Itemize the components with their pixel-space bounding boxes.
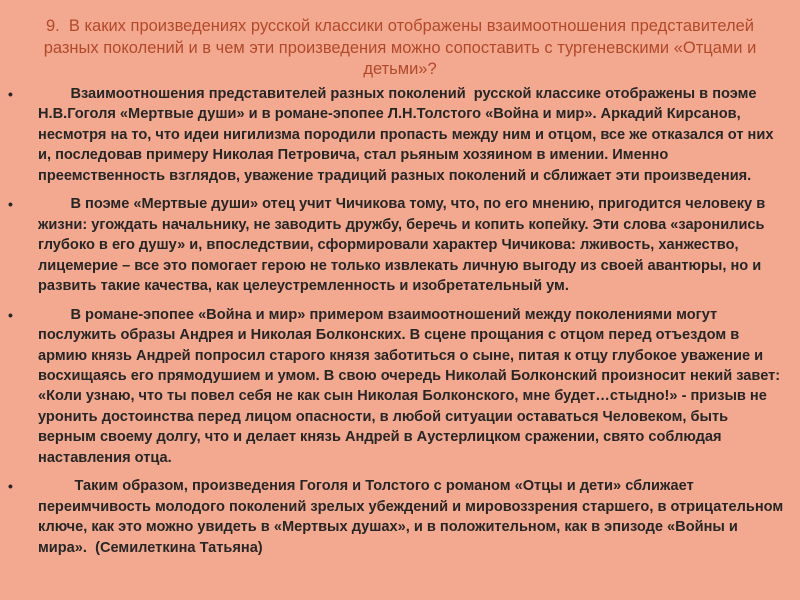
answer-paragraph-4 [8, 476, 788, 558]
bullet-icon: • [8, 478, 13, 495]
bullet-icon: • [8, 196, 13, 213]
answer-paragraph-text: Взаимоотношения представителей разных поколений русской классике отображены в поэме Н.В.Гоголя «Мертвые души» и в романе-эпопее Л.Н.Толстого «Война и мир». Аркадий Кирсанов, несмотря на то, что идеи нигилизма породили пропасть между ним и отцом, все же отказался от них и, последовав примеру Николая Петровича, стал рьяным хозяином в имении. Именно преемственность взглядов, уважение традиций разных поколений и сближает эти произведения. [38, 86, 778, 184]
answer-paragraph-text: Таким образом, произведения Гоголя и Толстого с романом «Отцы и дети» сближает переимчивость молодого поколений зрелых убеждений и мировоззрения старшего, в отрицательном ключе, как это можно увидеть в «Мертвых душах», и в положительном, как в эпизоде «Войны и мира». (Семилеткина Татьяна) [38, 478, 788, 556]
bullet-icon: • [8, 306, 13, 323]
question-number: 9. [45, 17, 60, 35]
answer-paragraph-1 [8, 84, 788, 186]
question-text: В каких произведениях русской классики отображены взаимоотношения представителей разных поколений и в чем эти произведения можно сопоставить с тургеневскими «Отцами и детьми»? [43, 17, 757, 78]
question-heading [20, 16, 780, 81]
answer-paragraph-2 [8, 194, 788, 296]
answer-list [8, 84, 788, 567]
answer-paragraph-text: В романе-эпопее «Война и мир» примером взаимоотношений между поколениями могут послужить образы Андрея и Николая Болконских. В сцене прощания с отцом перед отъездом в армию князь Андрей попросил старого князя заботиться о сыне, питая к отцу глубокое уважение и восхищаясь его прямодушием и умом. В свою очередь Николай Болконский произносит некий завет: «Коли узнаю, что ты повел себя не как сын Николая Болконского, мне будет…стыдно!» - призыв не уронить достоинства перед лицом опасности, в любой ситуации оставаться Человеком, быть верным своему долгу, что и делает князь Андрей в Аустерлицком сражении, свято соблюдая наставления отца. [38, 306, 785, 466]
answer-paragraph-3 [8, 305, 788, 468]
answer-paragraph-text: В поэме «Мертвые души» отец учит Чичикова тому, что, по его мнению, пригодится человеку в жизни: угождать начальнику, не заводить дружбу, беречь и копить копейку. Эти слова «заронились глубоко в его душу» и, впоследствии, сформировали характер Чичикова: лживость, ханжество, лицемерие – все это помогает герою не только извлекать личную выгоду из своей авантюры, но и развить такие качества, как целеустремленность и изобретательный ум. [38, 196, 770, 295]
bullet-icon: • [8, 86, 13, 102]
